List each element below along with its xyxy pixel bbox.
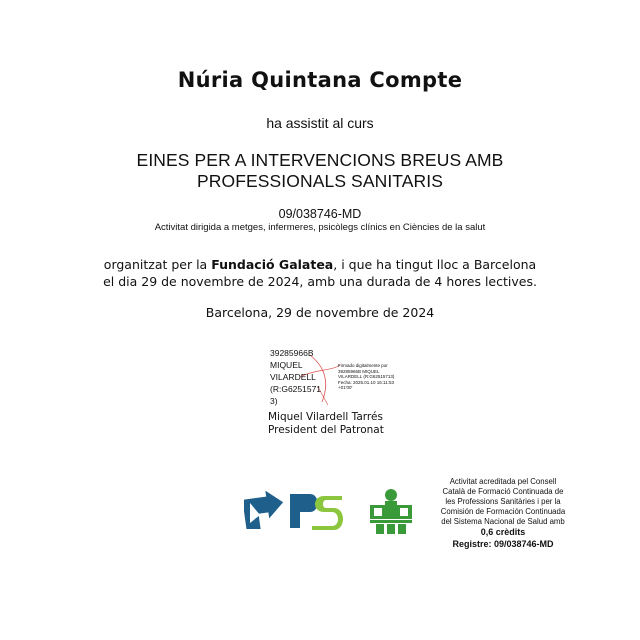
signer-role: President del Patronat: [268, 424, 384, 436]
accreditation-line: Comisión de Formación Continuada: [440, 507, 566, 516]
signature-digital-line: Firmado digitalmente por: [338, 363, 388, 368]
signature-id-line: 3): [270, 396, 278, 406]
accreditation-text: [428, 477, 578, 550]
signature-digital-line: 39285966B MIQUEL: [338, 368, 380, 374]
accreditation-registry: Registre: 09/038746-MD: [452, 539, 554, 549]
signature-digital-line: +01'00': [338, 385, 353, 390]
signature-id-text: [270, 347, 332, 407]
signature-digital-text: [338, 363, 418, 391]
organizer-name: Fundació Galatea: [211, 257, 334, 272]
place-date: Barcelona, 29 de novembre de 2024: [205, 305, 435, 320]
accreditation-line: les Professions Sanitàries i per la: [445, 497, 561, 506]
signature-digital-line: VILARDELL (R:G62515713): [338, 374, 395, 379]
consell-logo-icon: [368, 487, 414, 535]
audience-text: Activitat dirigida a metges, infermeres, psicòlegs clínics en Ciències de la salut: [154, 222, 486, 233]
signature-id-line: (R:G6251571: [270, 384, 322, 394]
accreditation-line: Activitat acreditada pel Consell: [449, 477, 557, 486]
arrow-logo-icon: [244, 491, 284, 529]
recipient-name: Núria Quintana Compte: [177, 68, 463, 92]
signature-digital-line: Fecha: 2025.01.10 16:11:53: [338, 379, 394, 385]
course-title-line-1: EINES PER A INTERVENCIONS BREUS AMB: [136, 150, 504, 170]
date-duration-line: el dia 29 de novembre de 2024, amb una durada de 4 hores lectives.: [103, 274, 537, 289]
course-title: [0, 150, 640, 192]
accreditation-credits: 0,6 crèdits: [480, 527, 526, 537]
signer: [268, 411, 384, 437]
attended-text: ha assistit al curs: [266, 115, 374, 131]
organization-paragraph: [0, 256, 640, 290]
signature-id-line: VILARDELL: [270, 372, 316, 382]
digital-signature: [270, 347, 420, 407]
accreditation-line: Català de Formació Continuada de: [442, 487, 564, 496]
signature-id-line: 39285966B: [270, 348, 314, 358]
organized-suffix: , i que ha tingut lloc a Barcelona: [333, 257, 537, 272]
course-code: 09/038746-MD: [278, 207, 362, 221]
accreditation-line: del Sistema Nacional de Salud amb: [441, 517, 565, 526]
signer-name: Miquel Vilardell Tarrés: [268, 411, 383, 423]
organized-prefix: organitzat per la: [103, 257, 212, 272]
signature-id-line: MIQUEL: [270, 360, 303, 370]
course-title-line-2: PROFESSIONALS SANITARIS: [196, 171, 444, 191]
ps-logo-icon: [290, 490, 344, 532]
organization-line: [0, 256, 640, 273]
